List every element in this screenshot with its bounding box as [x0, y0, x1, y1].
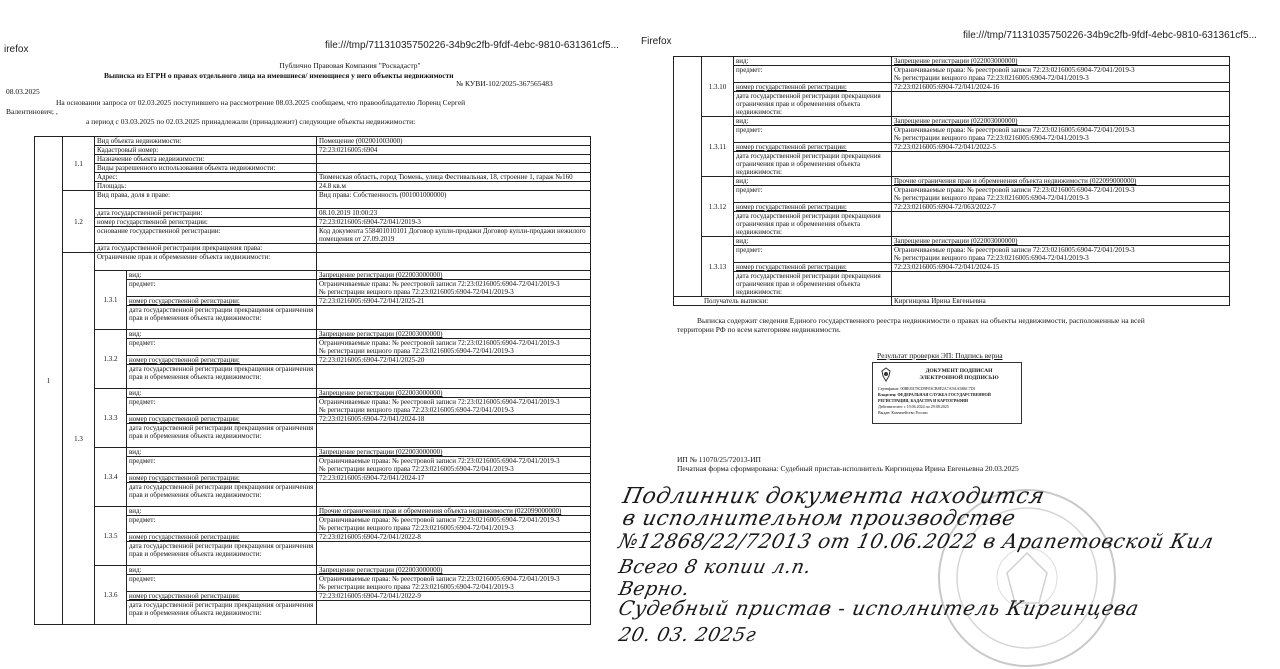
intro-line-1: На основании запроса от 02.03.2025 поступившего на рассмотрение 08.03.2025 сообщаем, что правообладателю Лоренц Сергей: [56, 98, 466, 107]
browser-label: Firefox: [641, 36, 672, 47]
restriction-number: 1.3.13: [702, 237, 734, 297]
restriction-label: номер государственной регистрации:: [127, 533, 317, 542]
handwritten-note-line: Всего 8 копии л.п.: [616, 556, 814, 578]
restriction-value: 72:23:0216005:6904-72/063/2022-7: [892, 203, 1230, 212]
field-value: 72:23:0216005:6904-72/041/2019-3: [317, 218, 591, 227]
field-value: Код документа 558401010101 Договор купли-продажи Договор купли-продажи нежилого помещения от 27.09.2019: [317, 227, 591, 244]
restriction-label: вид:: [734, 237, 892, 246]
restriction-number: 1.3.2: [95, 330, 127, 389]
restricted-rights-line: Ограничиваемые права: № реестровой записи 72:23:0216005:6904-72/041/2019-3: [319, 457, 560, 465]
stamp-line: Выдан: Казначейство России: [878, 410, 928, 415]
field-label: Адрес:: [95, 173, 317, 182]
restriction-value: [317, 365, 591, 389]
restricted-rights-line: Ограничиваемые права: № реестровой записи 72:23:0216005:6904-72/041/2019-3: [319, 398, 560, 406]
property-row: [35, 173, 591, 182]
restriction-row: [35, 448, 591, 457]
restriction-row: [674, 126, 1230, 143]
handwritten-note-line: №12868/22/72013 от 10.06.2022 в Арапетовской Кил: [616, 529, 1217, 553]
restriction-value: [892, 212, 1230, 237]
restriction-number: 1.3.1: [95, 271, 127, 330]
restriction-label: вид:: [127, 271, 317, 280]
restriction-row: [35, 271, 591, 280]
recipient-label: Получатель выписки:: [674, 297, 892, 306]
restriction-value: [317, 457, 591, 474]
restricted-rights-line: № регистрации вещного права 72:23:0216005:6904-72/041/2019-3: [894, 194, 1089, 202]
intro-line-2: Валентинович; ,: [6, 107, 58, 116]
restriction-value: Запрещение регистрации (022003000000): [317, 566, 591, 575]
restrictions-table-continued: [673, 56, 1230, 306]
restriction-label: дата государственной регистрации прекращения ограничения прав и обременения объекта недвижимости:: [734, 212, 892, 237]
restriction-value: Запрещение регистрации (022003000000): [892, 57, 1230, 66]
restricted-rights-line: № регистрации вещного права 72:23:0216005:6904-72/041/2019-3: [319, 465, 514, 473]
file-url: file:///tmp/71131035750226-34b9c2fb-9fdf-4ebc-9810-631361cf5...: [963, 30, 1257, 41]
restriction-row: [35, 330, 591, 339]
restriction-value: [892, 126, 1230, 143]
restriction-label: дата государственной регистрации прекращения ограничения прав и обременения объекта недвижимости:: [127, 483, 317, 507]
restriction-value: [317, 516, 591, 533]
restriction-number: 1.3.5: [95, 507, 127, 566]
restricted-rights-line: Ограничиваемые права: № реестровой записи 72:23:0216005:6904-72/041/2019-3: [319, 575, 560, 583]
restriction-row: [674, 177, 1230, 186]
restriction-label: номер государственной регистрации:: [127, 592, 317, 601]
restriction-value: [892, 186, 1230, 203]
right-row: [35, 244, 591, 253]
restriction-value: [317, 601, 591, 625]
restriction-label: дата государственной регистрации прекращения ограничения прав и обременения объекта недвижимости:: [734, 92, 892, 117]
restriction-label: предмет:: [127, 339, 317, 356]
recipient-value: Киргинцева Ирина Евгеньевна: [892, 297, 1230, 306]
restriction-value: 72:23:0216005:6904-72/041/2025-21: [317, 297, 591, 306]
object-column-continued: [674, 57, 702, 297]
field-value: [317, 244, 591, 253]
signature-check-result: Результат проверки ЭП: Подпись верна: [877, 351, 1003, 360]
restriction-label: предмет:: [127, 398, 317, 415]
restriction-label: дата государственной регистрации прекращения ограничения прав и обременения объекта недвижимости:: [127, 424, 317, 448]
restriction-value: Запрещение регистрации (022003000000): [317, 330, 591, 339]
restriction-label: предмет:: [734, 246, 892, 263]
restriction-row: [35, 389, 591, 398]
field-value: Вид права: Собственность (001001000000): [317, 191, 591, 209]
restriction-number: 1.3.10: [702, 57, 734, 117]
restrictions-header: Ограничение прав и обременение объекта недвижимости:: [95, 253, 317, 271]
restriction-value: [892, 272, 1230, 297]
restriction-value: 72:23:0216005:6904-72/041/2024-15: [892, 263, 1230, 272]
restriction-row: [35, 566, 591, 575]
restriction-value: Запрещение регистрации (022003000000): [317, 448, 591, 457]
field-value: [317, 253, 591, 271]
restriction-value: 72:23:0216005:6904-72/041/2024-18: [317, 415, 591, 424]
restricted-rights-line: № регистрации вещного права 72:23:0216005:6904-72/041/2019-3: [319, 406, 514, 414]
restriction-number: 1.3.4: [95, 448, 127, 507]
restriction-label: предмет:: [127, 575, 317, 592]
property-row: [35, 137, 591, 146]
emblem-icon: [878, 367, 894, 383]
restriction-value: [317, 575, 591, 592]
field-label: дата государственной регистрации прекращения права:: [95, 244, 317, 253]
restriction-value: [892, 152, 1230, 177]
restriction-value: [892, 92, 1230, 117]
restricted-rights-line: № регистрации вещного права 72:23:0216005:6904-72/041/2019-3: [319, 347, 514, 355]
restriction-value: 72:23:0216005:6904-72/041/2022-8: [317, 533, 591, 542]
ip-number: ИП № 11070/25/72013-ИП: [677, 455, 761, 464]
restriction-label: вид:: [127, 389, 317, 398]
intro-line-3: а период с 03.03.2025 по 02.03.2025 принадлежали (принадлежит) следующие объекты недвижимости:: [86, 117, 416, 126]
restriction-label: вид:: [127, 330, 317, 339]
stamp-title-1: ДОКУМЕНТ ПОДПИСАН: [925, 368, 993, 374]
restriction-row: [35, 507, 591, 516]
recipient-row: [674, 297, 1230, 306]
field-value: [317, 155, 591, 164]
field-label: основание государственной регистрации:: [95, 227, 317, 244]
restriction-label: дата государственной регистрации прекращения ограничения прав и обременения объекта недвижимости:: [127, 601, 317, 625]
print-form-info: Печатная форма сформирована: Судебный пристав-исполнитель Киргинцева Ирина Евгеньевна 20.03.2025: [677, 464, 1019, 473]
stamp-line: Владелец: ФЕДЕРАЛЬНАЯ СЛУЖБА ГОСУДАРСТВЕННОЙ: [878, 392, 991, 397]
browser-label: irefox: [4, 44, 29, 55]
field-value: [317, 164, 591, 173]
restriction-label: номер государственной регистрации:: [734, 263, 892, 272]
group-number: 1.1: [63, 137, 95, 191]
restriction-row: [674, 83, 1230, 92]
restricted-rights-line: Ограничиваемые права: № реестровой записи 72:23:0216005:6904-72/041/2019-3: [319, 280, 560, 288]
group-number: 1.3: [63, 253, 95, 625]
field-value: 24.8 кв.м: [317, 182, 591, 191]
restriction-value: [317, 398, 591, 415]
restriction-value: [892, 246, 1230, 263]
right-row: [35, 191, 591, 209]
restriction-label: дата государственной регистрации прекращения ограничения прав и обременения объекта недвижимости:: [127, 306, 317, 330]
restriction-label: предмет:: [734, 186, 892, 203]
field-value: 08.10.2019 10:00:23: [317, 209, 591, 218]
restricted-rights-line: Ограничиваемые права: № реестровой записи 72:23:0216005:6904-72/041/2019-3: [319, 339, 560, 347]
restriction-number: 1.3.6: [95, 566, 127, 625]
restricted-rights-line: Ограничиваемые права: № реестровой записи 72:23:0216005:6904-72/041/2019-3: [894, 186, 1135, 194]
restriction-label: предмет:: [127, 457, 317, 474]
restricted-rights-line: № регистрации вещного права 72:23:0216005:6904-72/041/2019-3: [319, 583, 514, 591]
field-label: Вид права, доля в праве:: [95, 191, 317, 209]
object-number: 1: [35, 137, 63, 625]
restriction-number: 1.3.11: [702, 117, 734, 177]
electronic-signature-stamp: [872, 362, 1022, 424]
field-value: Тюменская область, город Тюмень, улица Фестивальная, 18, строение 1, гараж №160: [317, 173, 591, 182]
property-row: [35, 155, 591, 164]
restriction-value: [317, 339, 591, 356]
org-name: Публично Правовая Компания "Роскадастр": [279, 61, 421, 70]
restriction-row: [674, 246, 1230, 263]
restriction-row: [674, 57, 1230, 66]
handwritten-note-line: 20. 03. 2025г: [616, 624, 759, 646]
field-label: Кадастровый номер:: [95, 146, 317, 155]
restriction-row: [674, 272, 1230, 297]
handwritten-note-line: Верно.: [616, 578, 692, 600]
restriction-value: 72:23:0216005:6904-72/041/2025-20: [317, 356, 591, 365]
left-document-page: [0, 0, 625, 669]
field-value: Помещение (002001003000): [317, 137, 591, 146]
property-row: [35, 164, 591, 173]
restriction-row: [674, 203, 1230, 212]
restriction-value: 72:23:0216005:6904-72/041/2022-5: [892, 143, 1230, 152]
right-row: [35, 218, 591, 227]
restriction-label: вид:: [734, 177, 892, 186]
restriction-label: номер государственной регистрации:: [127, 474, 317, 483]
right-row: [35, 227, 591, 244]
restricted-rights-line: № регистрации вещного права 72:23:0216005:6904-72/041/2019-3: [894, 134, 1089, 142]
restriction-number: 1.3.12: [702, 177, 734, 237]
restriction-label: номер государственной регистрации:: [734, 83, 892, 92]
restriction-value: [317, 542, 591, 566]
restriction-label: вид:: [127, 507, 317, 516]
handwritten-note-line: Судебный пристав - исполнитель Киргинцева: [616, 596, 1142, 620]
field-label: Виды разрешенного использования объекта недвижимости:: [95, 164, 317, 173]
restriction-label: номер государственной регистрации:: [127, 415, 317, 424]
restriction-value: [317, 483, 591, 507]
restriction-value: [892, 66, 1230, 83]
field-label: номер государственной регистрации:: [95, 218, 317, 227]
right-row: [35, 209, 591, 218]
handwritten-note-line: в исполнительном производстве: [620, 506, 1018, 530]
restriction-label: вид:: [127, 448, 317, 457]
restriction-value: Запрещение регистрации (022003000000): [892, 237, 1230, 246]
restriction-row: [674, 117, 1230, 126]
restriction-value: [317, 424, 591, 448]
stamp-line: Сертификат: 00BE8A78CD9F03CB8F2A7A9AA5B6C7D1: [878, 386, 976, 391]
property-row: [35, 146, 591, 155]
restriction-value: Прочие ограничения прав и обременения объекта недвижимости (022099000000): [317, 507, 591, 516]
restriction-value: 72:23:0216005:6904-72/041/2024-16: [892, 83, 1230, 92]
handwritten-note-line: Подлинник документа находится: [620, 484, 1047, 509]
restriction-value: Запрещение регистрации (022003000000): [317, 271, 591, 280]
restrictions-header-row: [35, 253, 591, 271]
restriction-label: вид:: [734, 57, 892, 66]
restriction-label: вид:: [127, 566, 317, 575]
document-date: 08.03.2025: [6, 87, 40, 96]
restricted-rights-line: № регистрации вещного права 72:23:0216005:6904-72/041/2019-3: [319, 288, 514, 296]
stamp-title-2: ЭЛЕКТРОННОЙ ПОДПИСЬЮ: [919, 375, 999, 381]
field-label: дата государственной регистрации:: [95, 209, 317, 218]
restriction-label: дата государственной регистрации прекращения ограничения прав и обременения объекта недвижимости:: [734, 272, 892, 297]
group-number: 1.2: [63, 191, 95, 253]
field-label: Площадь:: [95, 182, 317, 191]
restricted-rights-line: Ограничиваемые права: № реестровой записи 72:23:0216005:6904-72/041/2019-3: [319, 516, 560, 524]
restriction-value: 72:23:0216005:6904-72/041/2024-17: [317, 474, 591, 483]
restriction-label: предмет:: [127, 280, 317, 297]
stamp-line: Действителен: с 19.06.2024 по 29.08.2025: [878, 404, 949, 409]
restricted-rights-line: Ограничиваемые права: № реестровой записи 72:23:0216005:6904-72/041/2019-3: [894, 66, 1135, 74]
restriction-value: Прочие ограничения прав и обременения объекта недвижимости (022099000000): [892, 177, 1230, 186]
field-label: Вид объекта недвижимости:: [95, 137, 317, 146]
field-value: 72:23:0216005:6904: [317, 146, 591, 155]
restriction-value: [317, 280, 591, 297]
restriction-value: Запрещение регистрации (022003000000): [317, 389, 591, 398]
restriction-value: 72:23:0216005:6904-72/041/2022-9: [317, 592, 591, 601]
restriction-row: [674, 66, 1230, 83]
restriction-label: предмет:: [734, 66, 892, 83]
restricted-rights-line: № регистрации вещного права 72:23:0216005:6904-72/041/2019-3: [894, 74, 1089, 82]
document-title: Выписка из ЕГРН о правах отдельного лица на имевшиеся/ имеющиеся у него объекты недвижимости: [104, 71, 454, 80]
restricted-rights-line: Ограничиваемые права: № реестровой записи 72:23:0216005:6904-72/041/2019-3: [894, 126, 1135, 134]
restricted-rights-line: Ограничиваемые права: № реестровой записи 72:23:0216005:6904-72/041/2019-3: [894, 246, 1135, 254]
file-url: file:///tmp/71131035750226-34b9c2fb-9fdf-4ebc-9810-631361cf5...: [325, 40, 619, 51]
stamp-line: РЕГИСТРАЦИИ, КАДАСТРА И КАРТОГРАФИИ: [878, 398, 968, 403]
field-label: Назначение объекта недвижимости:: [95, 155, 317, 164]
restriction-label: номер государственной регистрации:: [734, 203, 892, 212]
restriction-label: предмет:: [127, 516, 317, 533]
restriction-number: 1.3.3: [95, 389, 127, 448]
restriction-label: номер государственной регистрации:: [127, 356, 317, 365]
document-number: № КУВИ-102/2025-367565483: [456, 79, 553, 88]
restriction-label: номер государственной регистрации:: [127, 297, 317, 306]
restriction-row: [674, 263, 1230, 272]
restriction-row: [674, 92, 1230, 117]
restriction-row: [674, 143, 1230, 152]
property-row: [35, 182, 591, 191]
restriction-label: вид:: [734, 117, 892, 126]
restricted-rights-line: № регистрации вещного права 72:23:0216005:6904-72/041/2019-3: [894, 254, 1089, 262]
restriction-value: Запрещение регистрации (022003000000): [892, 117, 1230, 126]
restriction-label: номер государственной регистрации:: [734, 143, 892, 152]
restriction-row: [674, 237, 1230, 246]
restriction-row: [674, 152, 1230, 177]
footer-note-line-1: Выписка содержит сведения Единого государственного реестра недвижимости о правах на объекты недвижимости, расположенные на всей: [697, 316, 1145, 325]
object-table: [34, 136, 591, 625]
restricted-rights-line: № регистрации вещного права 72:23:0216005:6904-72/041/2019-3: [319, 524, 514, 532]
restriction-label: предмет:: [734, 126, 892, 143]
right-document-page: [616, 0, 1280, 669]
restriction-label: дата государственной регистрации прекращения ограничения прав и обременения объекта недвижимости:: [127, 542, 317, 566]
restriction-label: дата государственной регистрации прекращения ограничения прав и обременения объекта недвижимости:: [127, 365, 317, 389]
restriction-row: [674, 186, 1230, 203]
restriction-row: [674, 212, 1230, 237]
restriction-value: [317, 306, 591, 330]
footer-note-line-2: территории РФ по всем категориям недвижимости.: [677, 325, 841, 334]
restriction-label: дата государственной регистрации прекращения ограничения прав и обременения объекта недвижимости:: [734, 152, 892, 177]
